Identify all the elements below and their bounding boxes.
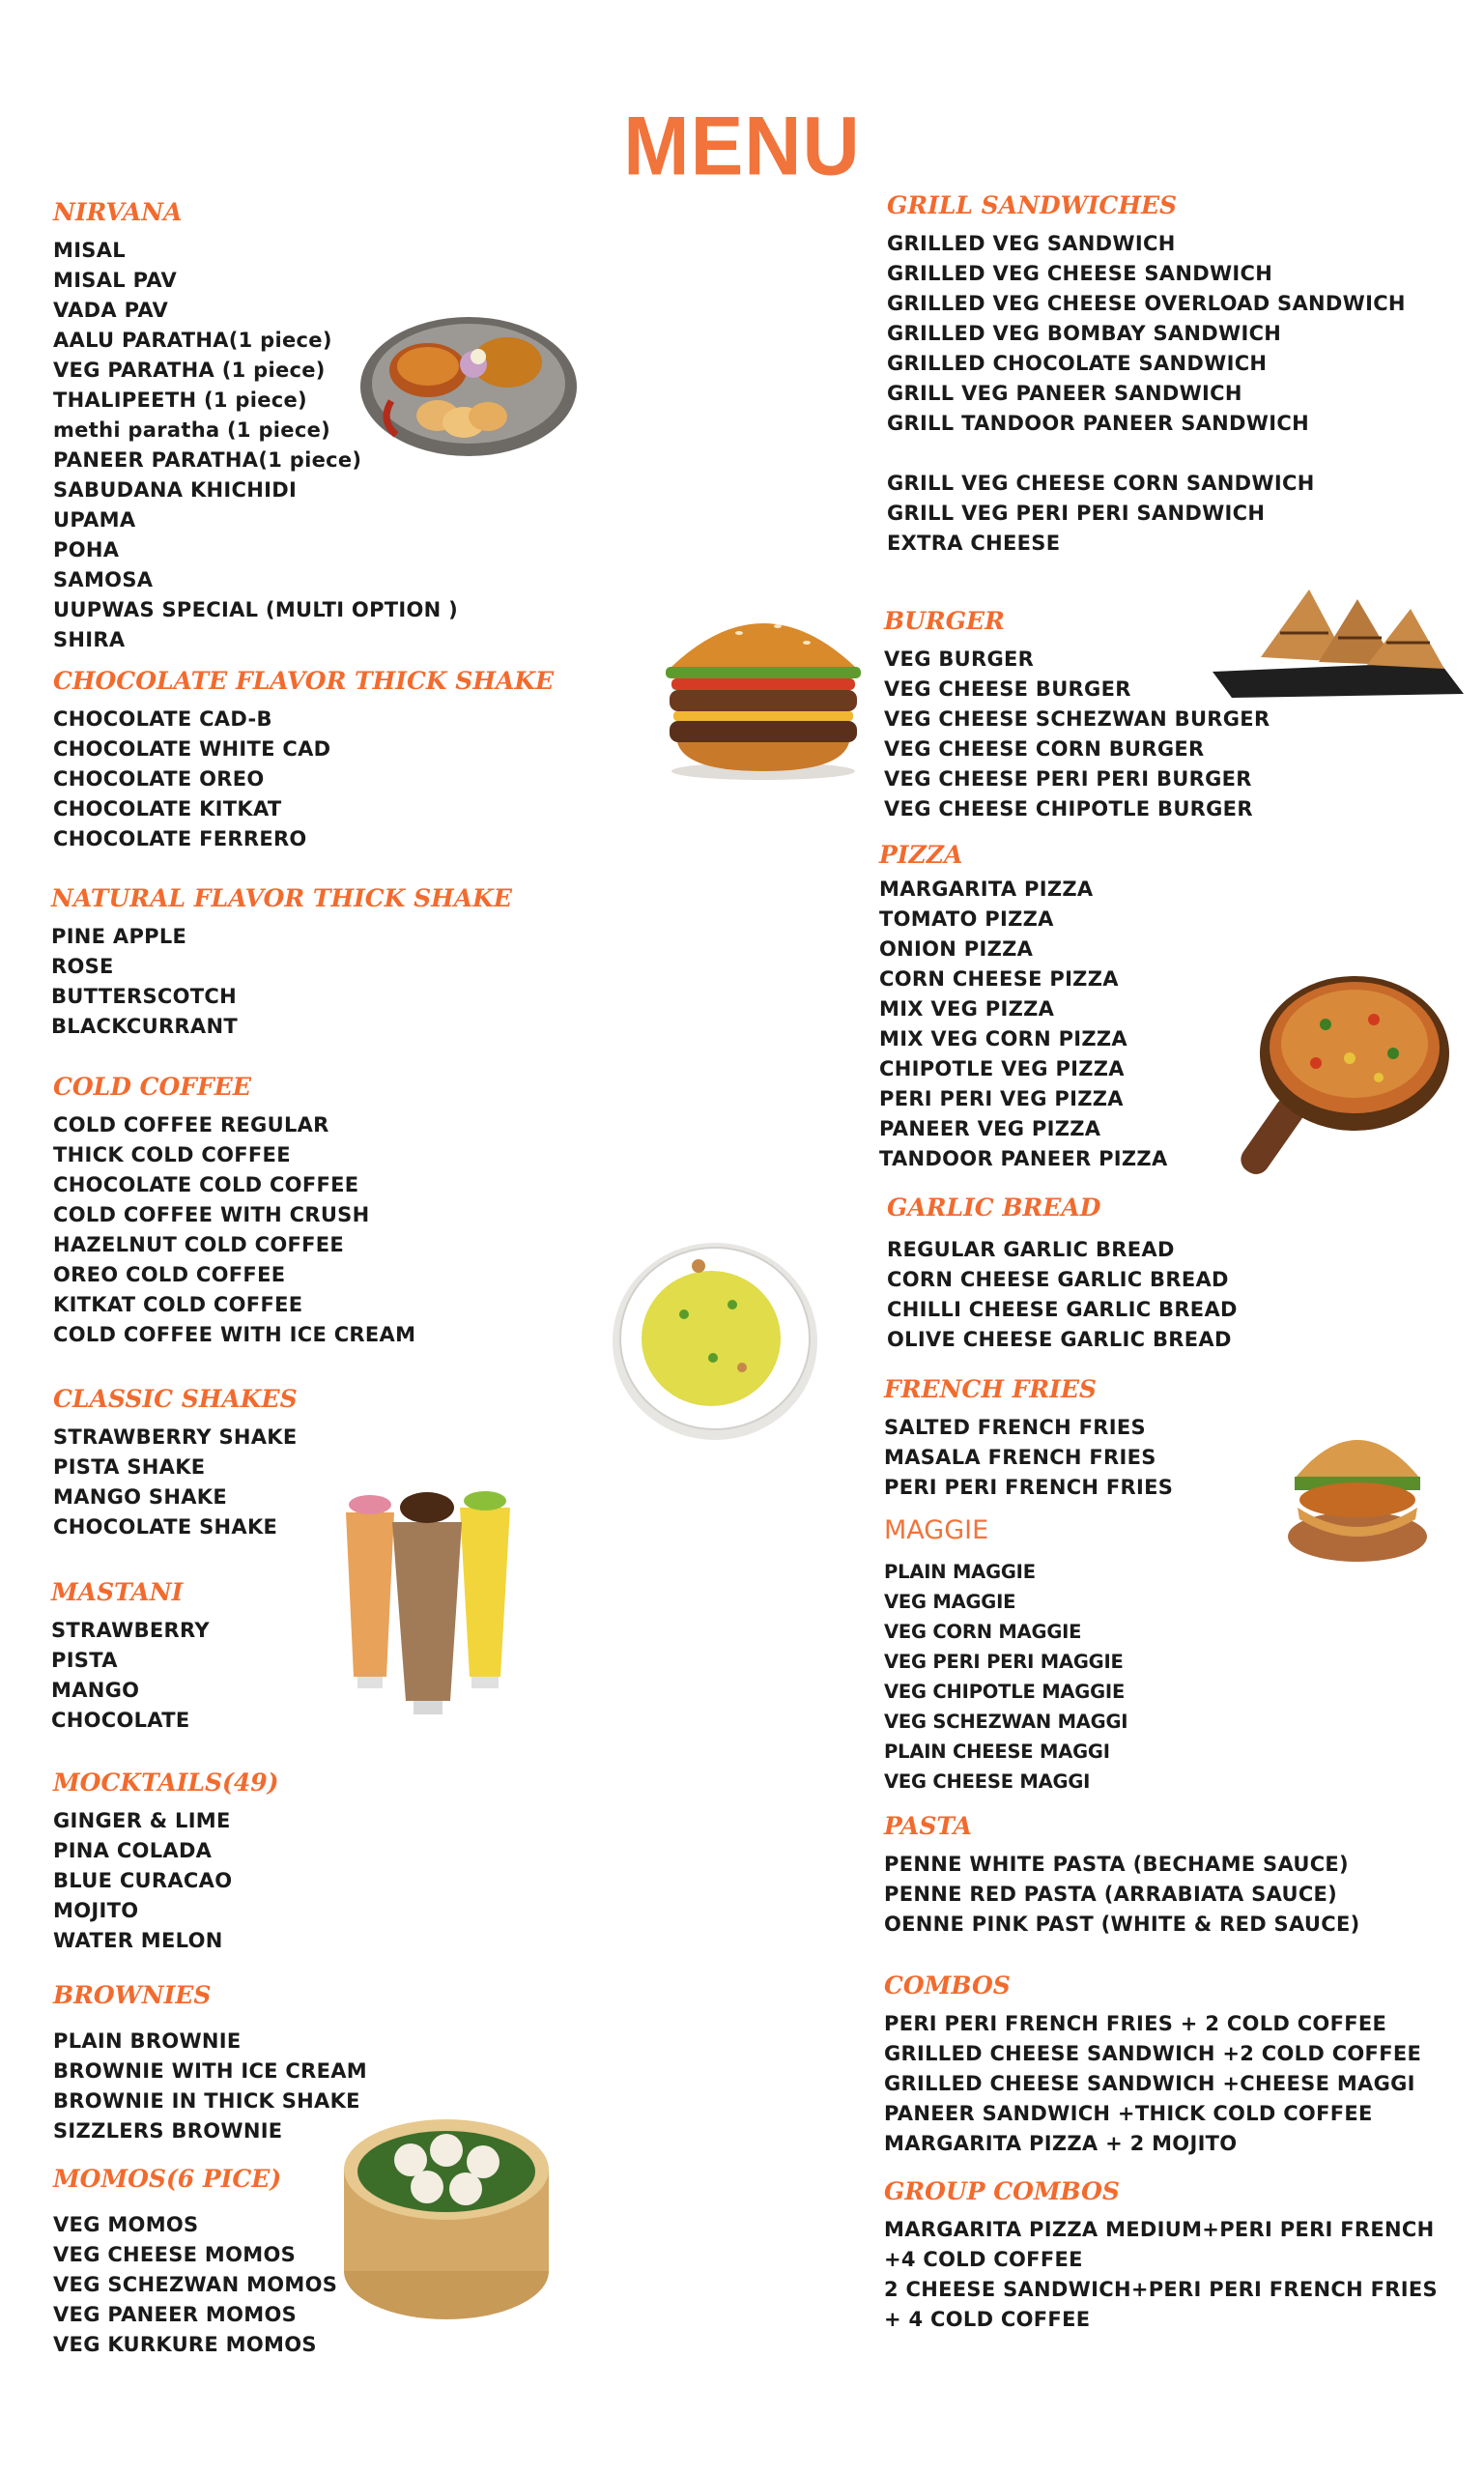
section-heading: MAGGIE	[884, 1515, 989, 1545]
menu-item: VEG PANEER MOMOS	[53, 2303, 298, 2326]
menu-item: MIX VEG CORN PIZZA	[879, 1027, 1127, 1050]
section-classic-shakes	[53, 1385, 298, 1542]
menu-item: SALTED FRENCH FRIES	[884, 1416, 1146, 1439]
menu-item: CHILLI CHEESE GARLIC BREAD	[887, 1298, 1238, 1321]
section-heading: COLD COFFEE	[53, 1073, 251, 1101]
page-title: MENU	[623, 100, 861, 193]
menu-item: PLAIN CHEESE MAGGI	[884, 1740, 1110, 1763]
item-list	[884, 1850, 1360, 1940]
menu-item: VEG CHEESE CORN BURGER	[884, 737, 1205, 761]
menu-item: methi paratha (1 piece)	[53, 418, 331, 442]
menu-item: VEG BURGER	[884, 647, 1035, 671]
menu-item: +4 COLD COFFEE	[884, 2248, 1083, 2271]
menu-item: CHIPOTLE VEG PIZZA	[879, 1057, 1125, 1080]
menu-item: MISAL	[53, 239, 126, 262]
pizza-image	[1229, 966, 1451, 1184]
section-mocktails	[53, 1769, 278, 1956]
menu-item: ROSE	[51, 955, 114, 978]
section-garlic-bread	[887, 1194, 1238, 1355]
section-heading: COMBOS	[884, 1971, 1011, 1999]
menu-item: COLD COFFEE REGULAR	[53, 1113, 329, 1136]
menu-item: CHOCOLATE COLD COFFEE	[53, 1173, 359, 1196]
menu-item: GINGER & LIME	[53, 1809, 231, 1832]
item-list	[884, 1413, 1173, 1503]
menu-item: VEG CHEESE PERI PERI BURGER	[884, 767, 1252, 791]
section-group-combos	[884, 2177, 1438, 2335]
menu-item: VEG KURKURE MOMOS	[53, 2333, 317, 2356]
section-heading: CHOCOLATE FLAVOR THICK SHAKE	[53, 667, 555, 695]
menu-item: PERI PERI FRENCH FRIES	[884, 1476, 1174, 1499]
section-heading: NIRVANA	[53, 198, 183, 226]
menu-item: PISTA SHAKE	[53, 1455, 206, 1479]
section-heading: MOCKTAILS(49)	[53, 1769, 279, 1797]
menu-item: STRAWBERRY SHAKE	[53, 1425, 298, 1449]
menu-item: POHA	[53, 538, 120, 561]
section-grill-sandwiches	[887, 191, 1406, 559]
item-list	[53, 2210, 337, 2360]
section-heading: PIZZA	[879, 841, 963, 869]
menu-item: CHOCOLATE SHAKE	[53, 1515, 278, 1539]
menu-item: OENNE PINK PAST (WHITE & RED SAUCE)	[884, 1913, 1360, 1936]
menu-item: VEG MOMOS	[53, 2213, 199, 2236]
menu-item: VEG SCHEZWAN MAGGI	[884, 1711, 1128, 1733]
menu-item: CHOCOLATE CAD-B	[53, 707, 272, 731]
menu-item: PERI PERI VEG PIZZA	[879, 1087, 1124, 1110]
item-list	[53, 1423, 298, 1542]
menu-item: PLAIN BROWNIE	[53, 2029, 242, 2053]
menu-item: AALU PARATHA(1 piece)	[53, 329, 332, 352]
menu-item: ONION PIZZA	[879, 937, 1034, 961]
menu-item: COLD COFFEE WITH ICE CREAM	[53, 1323, 416, 1346]
menu-item: MARGARITA PIZZA MEDIUM+PERI PERI FRENCH	[884, 2218, 1435, 2241]
menu-item: MIX VEG PIZZA	[879, 997, 1055, 1021]
menu-item: 2 CHEESE SANDWICH+PERI PERI FRENCH FRIES	[884, 2278, 1438, 2301]
menu-item: MARGARITA PIZZA + 2 MOJITO	[884, 2132, 1238, 2155]
section-combos	[884, 1971, 1421, 2159]
item-list	[887, 229, 1406, 559]
menu-item: CHOCOLATE WHITE CAD	[53, 737, 331, 761]
section-heading: MOMOS(6 PICE)	[53, 2165, 282, 2193]
menu-item: COLD COFFEE WITH CRUSH	[53, 1203, 370, 1226]
section-heading: BROWNIES	[53, 1981, 212, 2009]
menu-item: PANEER SANDWICH +THICK COLD COFFEE	[884, 2102, 1373, 2125]
menu-item: TOMATO PIZZA	[879, 907, 1054, 931]
menu-item: PISTA	[51, 1649, 118, 1672]
section-heading: PASTA	[884, 1812, 973, 1840]
menu-item: KITKAT COLD COFFEE	[53, 1293, 303, 1316]
menu-item: VEG CHEESE MAGGI	[884, 1770, 1091, 1793]
section-heading: CLASSIC SHAKES	[53, 1385, 298, 1413]
menu-item: SHIRA	[53, 628, 126, 651]
menu-item: MISAL PAV	[53, 269, 178, 292]
menu-item: VADA PAV	[53, 299, 169, 322]
menu-item: PLAIN MAGGIE	[884, 1561, 1036, 1583]
menu-item: STRAWBERRY	[51, 1619, 210, 1642]
menu-item: VEG CHEESE SCHEZWAN BURGER	[884, 707, 1270, 731]
menu-item: SIZZLERS BROWNIE	[53, 2119, 283, 2143]
section-natural-shake	[51, 884, 512, 1042]
menu-item: GRILL VEG CHEESE CORN SANDWICH	[887, 472, 1315, 495]
menu-item: PENNE WHITE PASTA (BECHAME SAUCE)	[884, 1853, 1349, 1876]
item-list	[51, 1616, 210, 1736]
vada-pav-image	[1280, 1392, 1435, 1566]
menu-item: VEG MAGGIE	[884, 1591, 1016, 1613]
menu-item: BLUE CURACAO	[53, 1869, 233, 1892]
menu-item: CORN CHEESE GARLIC BREAD	[887, 1268, 1229, 1291]
section-cold-coffee	[53, 1073, 415, 1350]
section-momos	[53, 2165, 337, 2360]
menu-item: VEG CHEESE CHIPOTLE BURGER	[884, 797, 1253, 820]
menu-item	[887, 439, 1406, 469]
item-list	[879, 875, 1168, 1174]
section-heading: GARLIC BREAD	[887, 1194, 1101, 1222]
menu-item: CHOCOLATE KITKAT	[53, 797, 282, 820]
item-list	[887, 1235, 1238, 1355]
menu-item: OLIVE CHEESE GARLIC BREAD	[887, 1328, 1232, 1351]
section-brownies	[53, 1981, 367, 2146]
item-list	[884, 1557, 1127, 1797]
grilled-sandwich-image	[1203, 580, 1469, 705]
menu-item: BROWNIE IN THICK SHAKE	[53, 2089, 360, 2113]
menu-item: PENNE RED PASTA (ARRABIATA SAUCE)	[884, 1883, 1338, 1906]
menu-item: MARGARITA PIZZA	[879, 877, 1094, 901]
misal-pav-plate-image	[353, 295, 585, 464]
menu-item: SAMOSA	[53, 568, 154, 591]
menu-item: PANEER VEG PIZZA	[879, 1117, 1101, 1140]
menu-item: UUPWAS SPECIAL (MULTI OPTION )	[53, 598, 459, 621]
menu-item: GRILLED VEG BOMBAY SANDWICH	[887, 322, 1282, 345]
menu-item: SABUDANA KHICHIDI	[53, 478, 298, 502]
menu-item: + 4 COLD COFFEE	[884, 2308, 1091, 2331]
shakes-glasses-image	[336, 1474, 539, 1725]
menu-item: VEG CHEESE MOMOS	[53, 2243, 297, 2266]
menu-item: PINA COLADA	[53, 1839, 213, 1862]
item-list	[884, 2215, 1438, 2335]
menu-item: MASALA FRENCH FRIES	[884, 1446, 1156, 1469]
menu-item: TANDOOR PANEER PIZZA	[879, 1147, 1168, 1170]
section-heading: GRILL SANDWICHES	[887, 191, 1178, 219]
menu-item: MOJITO	[53, 1899, 139, 1922]
section-french-fries	[884, 1375, 1173, 1503]
menu-item: BLACKCURRANT	[51, 1015, 238, 1038]
menu-item: VEG PERI PERI MAGGIE	[884, 1651, 1124, 1673]
menu-item: BROWNIE WITH ICE CREAM	[53, 2059, 367, 2083]
menu-item: PANEER PARATHA(1 piece)	[53, 448, 362, 472]
menu-item: VEG PARATHA (1 piece)	[53, 359, 326, 382]
menu-item: MANGO SHAKE	[53, 1485, 227, 1509]
item-list	[53, 1806, 278, 1956]
menu-item: THICK COLD COFFEE	[53, 1143, 291, 1166]
menu-item: OREO COLD COFFEE	[53, 1263, 286, 1286]
menu-item: CHOCOLATE FERRERO	[53, 827, 307, 850]
menu-item: WATER MELON	[53, 1929, 223, 1952]
menu-item: CHOCOLATE	[51, 1709, 190, 1732]
menu-item: GRILL VEG PANEER SANDWICH	[887, 382, 1242, 405]
menu-item: CORN CHEESE PIZZA	[879, 967, 1119, 991]
menu-item: GRILL TANDOOR PANEER SANDWICH	[887, 412, 1309, 435]
section-pizza	[879, 841, 1168, 1174]
section-heading: GROUP COMBOS	[884, 2177, 1120, 2205]
menu-item: HAZELNUT COLD COFFEE	[53, 1233, 345, 1256]
momos-basket-image	[338, 2102, 556, 2324]
section-heading: BURGER	[884, 607, 1005, 635]
section-mastani	[51, 1578, 210, 1736]
menu-item: GRILLED VEG CHEESE SANDWICH	[887, 262, 1273, 285]
section-heading: FRENCH FRIES	[884, 1375, 1097, 1403]
section-heading: NATURAL FLAVOR THICK SHAKE	[51, 884, 512, 912]
menu-item: REGULAR GARLIC BREAD	[887, 1238, 1175, 1261]
menu-item: EXTRA CHEESE	[887, 532, 1061, 555]
menu-item: THALIPEETH (1 piece)	[53, 388, 307, 412]
item-list	[53, 1110, 415, 1350]
menu-item: PINE APPLE	[51, 925, 187, 948]
menu-item: VEG CHIPOTLE MAGGIE	[884, 1681, 1126, 1703]
item-list	[884, 2009, 1421, 2159]
burger-image	[652, 599, 874, 783]
menu-item: PERI PERI FRENCH FRIES + 2 COLD COFFEE	[884, 2012, 1387, 2035]
section-pasta	[884, 1812, 1360, 1940]
item-list	[51, 922, 512, 1042]
section-heading: MASTANI	[51, 1578, 184, 1606]
item-list	[53, 705, 554, 854]
menu-item: VEG CORN MAGGIE	[884, 1621, 1082, 1643]
menu-item: VEG CHEESE BURGER	[884, 677, 1131, 701]
menu-item: CHOCOLATE OREO	[53, 767, 265, 791]
item-list	[53, 2027, 367, 2146]
section-chocolate-shake	[53, 667, 554, 854]
section-maggie	[884, 1515, 1127, 1797]
menu-item: GRILLED VEG SANDWICH	[887, 232, 1176, 255]
menu-item: GRILLED CHEESE SANDWICH +CHEESE MAGGI	[884, 2072, 1415, 2095]
poha-plate-image	[607, 1237, 824, 1445]
menu-item: GRILL VEG PERI PERI SANDWICH	[887, 502, 1266, 525]
menu-item: MANGO	[51, 1679, 140, 1702]
menu-item: GRILLED CHOCOLATE SANDWICH	[887, 352, 1268, 375]
menu-item: UPAMA	[53, 508, 136, 532]
menu-item: VEG SCHEZWAN MOMOS	[53, 2273, 338, 2296]
menu-item: GRILLED VEG CHEESE OVERLOAD SANDWICH	[887, 292, 1406, 315]
menu-item: BUTTERSCOTCH	[51, 985, 238, 1008]
menu-item: GRILLED CHEESE SANDWICH +2 COLD COFFEE	[884, 2042, 1422, 2065]
